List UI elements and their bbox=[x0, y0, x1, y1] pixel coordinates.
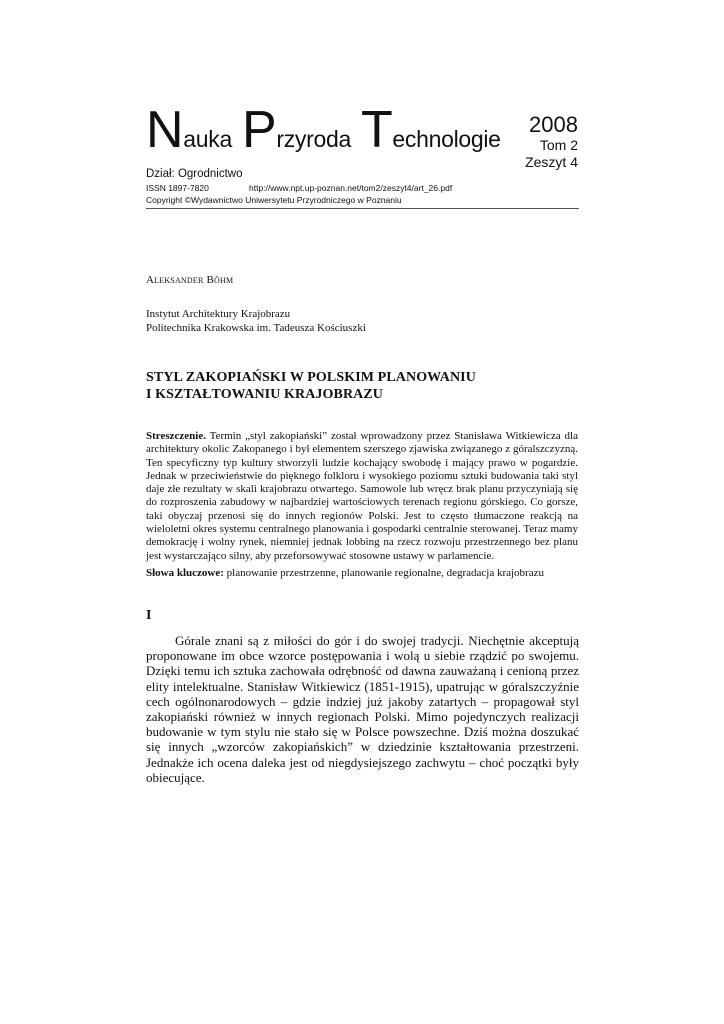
journal-title bbox=[146, 101, 501, 159]
journal-title-word-1: auka bbox=[183, 126, 232, 152]
keywords bbox=[146, 567, 578, 580]
affiliation-university: Politechnika Krakowska im. Tadeusza Kościuszki bbox=[146, 322, 366, 334]
issue-volume: Tom 2 bbox=[539, 137, 578, 153]
section-heading: I bbox=[146, 608, 152, 623]
article-title-line-1: STYL ZAKOPIAŃSKI W POLSKIM PLANOWANIU bbox=[146, 370, 476, 385]
journal-title-word-3: echnologie bbox=[392, 126, 501, 152]
abstract-label: Streszczenie. bbox=[146, 430, 206, 442]
article-title-line-2: I KSZTAŁTOWANIU KRAJOBRAZU bbox=[146, 387, 384, 402]
body-paragraph: Górale znani są z miłości do gór i do swojej tradycji. Niechętnie akceptują proponowane im obce wzorce postępowania i wolą u siebie rządzić po swojemu. Dzięki temu ich sztuka zachowała odrębność od dawna zauważaną i cenioną przez elity intelektualne. Stanisław Witkiewicz (1851-1915), upatrując w góralszczyźnie cech ogólnonarodowych – gdzie indziej już jakoby zatartych – propagował styl zakopiański również w innych regionach Polski. Mimo pojedynczych realizacji budowanie w tym stylu nie stało się w Polsce powszechne. Dziś można doszukać się innych „wzorców zakopiańskich” w dziedzinie kształtowania przestrzeni. Jednakże ich ocena daleka jest od niegdysiejszego zachwytu – choć początki były obiecujące. bbox=[146, 633, 579, 785]
copyright-notice: Copyright ©Wydawnictwo Uniwersytetu Przyrodniczego w Poznaniu bbox=[146, 195, 402, 205]
journal-title-initial-n: N bbox=[146, 101, 184, 159]
journal-title-initial-t: T bbox=[360, 101, 393, 159]
issue-info bbox=[525, 113, 578, 171]
article-title bbox=[146, 369, 476, 403]
header-divider bbox=[146, 208, 579, 209]
abstract bbox=[146, 430, 578, 563]
journal-title-word-2: rzyroda bbox=[276, 126, 351, 152]
issn-number: ISSN 1897-7820 bbox=[146, 183, 209, 193]
keywords-label: Słowa kluczowe: bbox=[146, 567, 224, 579]
article-url: http://www.npt.up-poznan.net/tom2/zeszyt4/art_26.pdf bbox=[249, 183, 453, 193]
issue-number: Zeszyt 4 bbox=[525, 154, 578, 170]
journal-section: Dział: Ogrodnictwo bbox=[146, 168, 243, 180]
issue-year: 2008 bbox=[529, 112, 578, 137]
abstract-text: Termin „styl zakopiański” został wprowadzony przez Stanisława Witkiewicza dla architektury okolic Zakopanego i był elementem szerszego zjawiska związanego z góralszczyzną. Ten specyficzny typ kultury stworzyli ludzie kochający swobodę i mający prawo w pogardzie. Jednak w przeciwieństwie do pięknego folkloru i wysokiego poziomu sztuki budowania taki styl daje złe rezultaty w skali krajobrazu otwartego. Samowole lub wręcz brak planu przyczyniają się do rozproszenia zabudowy w najbardziej wartościowych terenach regionu górskiego. Co gorsze, taki obyczaj przenosi się do innych regionów Polski. Jest to często tłumaczone reakcją na wieloletni okres systemu centralnego planowania i gospodarki centralnie sterowanej. Teraz mamy demokrację i wolny rynek, niemniej jednak lobbing na rzecz rozwoju przestrzennego bez planu jest wystarczająco silny, aby przeforsowywać stosowne ustawy w parlamencie. bbox=[146, 430, 578, 562]
author-affiliation bbox=[146, 307, 366, 335]
author-name: Aleksander Böhm bbox=[146, 274, 234, 286]
affiliation-institute: Instytut Architektury Krajobrazu bbox=[146, 308, 291, 320]
issn-line bbox=[146, 183, 453, 193]
journal-title-initial-p: P bbox=[241, 101, 277, 159]
keywords-text: planowanie przestrzenne, planowanie regionalne, degradacja krajobrazu bbox=[226, 567, 544, 579]
